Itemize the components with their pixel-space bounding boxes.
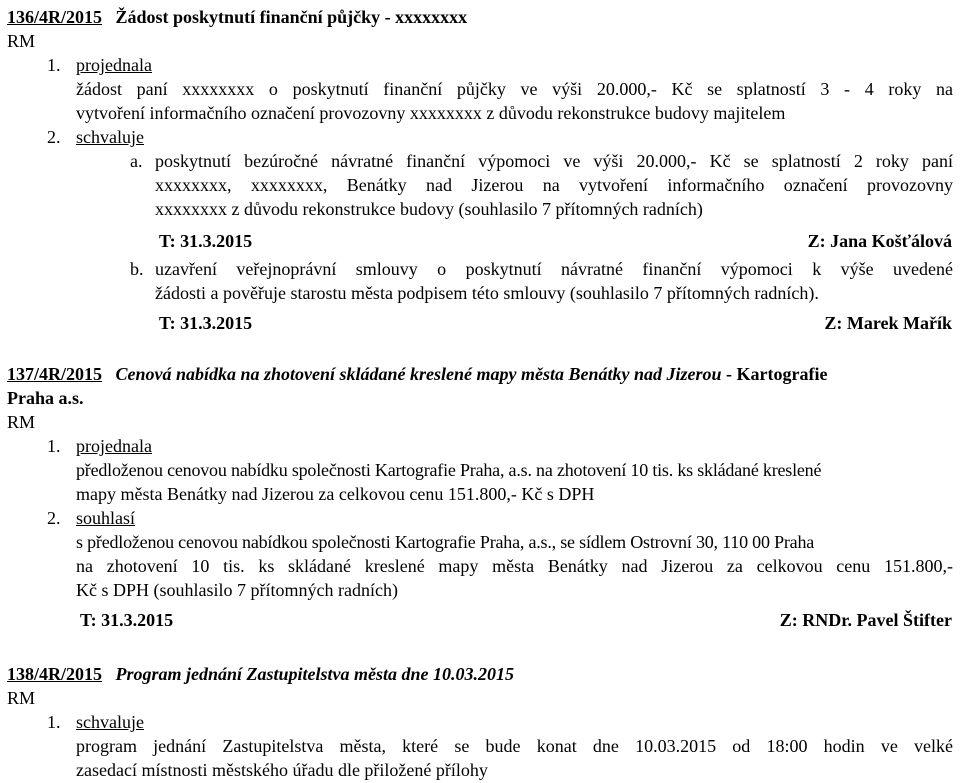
resolution-137-point-2-header: 2. souhlasí [47,508,136,528]
resolution-136-sub-b-term: T: 31.3.2015 [159,313,253,333]
resolution-137-title: Cenová nabídka na zhotovení skládané kreslené mapy města Benátky nad Jizerou [115,364,722,384]
resolution-137-point-2-line-3: Kč s DPH (souhlasilo 7 přítomných radních) [76,580,398,600]
resolution-138-heading [7,662,514,686]
resolution-136-title: Žádost poskytnutí finanční půjčky - xxxxxxxx [115,7,468,27]
resolution-136-body-rm: RM [7,31,36,51]
resolution-136-point-1-verb: projednala [76,55,152,75]
resolution-136-sub-a-line-3: xxxxxxxx z důvodu rekonstrukce budovy (souhlasilo 7 přítomných radních) [155,199,703,219]
resolution-137-title-suffix: - Kartografie [721,364,828,384]
resolution-136-point-1-header: 1. projednala [47,55,152,75]
resolution-136-sub-a-responsible: Z: Jana Košťálová [807,231,952,251]
resolution-138-point-1-line-1: program jednání Zastupitelstva města, které se bude konat dne 10.03.2015 od 18:00 hodin ve velké [76,736,953,756]
resolution-137-point-1-line-2: mapy města Benátky nad Jizerou za celkovou cenu 151.800,- Kč s DPH [76,484,595,504]
resolution-136-sub-b-letter: b. [130,259,144,279]
resolution-137-term: T: 31.3.2015 [80,610,174,630]
resolution-137-heading [7,362,828,386]
resolution-136-sub-a-line-2: xxxxxxxx, xxxxxxxx, Benátky nad Jizerou na vytvoření informačního označení provozovny [155,175,953,195]
resolution-138-number: 138/4R/2015 [7,664,103,684]
resolution-137-point-1-line-1: předloženou cenovou nabídku společnosti Kartografie Praha, a.s. na zhotovení 10 tis. ks skládané kreslené [76,460,822,480]
resolution-138-point-1-line-2: zasedací místnosti městského úřadu dle přiložené přílohy [76,760,488,780]
resolution-136-heading [7,5,467,29]
resolution-138-title: Program jednání Zastupitelstva města dne 10.03.2015 [115,664,515,684]
resolution-136-sub-b-line-2: žádosti a pověřuje starostu města podpisem této smlouvy (souhlasilo 7 přítomných radních). [155,283,819,303]
resolution-136-sub-a-line-1: poskytnutí bezúročné návratné finanční výpomoci ve výši 20.000,- Kč se splatností 2 roky paní [155,151,953,171]
resolution-136-point-2-verb: schvaluje [76,127,144,147]
resolution-137-point-2-line-2: na zhotovení 10 tis. ks skládané kreslené mapy města Benátky nad Jizerou za celkovou cenu 151.800,- [76,556,953,576]
resolution-136-sub-b-responsible: Z: Marek Mařík [824,313,952,333]
resolution-138-point-1-header: 1. schvaluje [47,712,144,732]
resolution-138-point-1-verb: schvaluje [76,712,144,732]
resolution-136-point-2-header: 2. schvaluje [47,127,144,147]
resolution-137-point-2-verb: souhlasí [76,508,136,528]
resolution-137-title-line-2: Praha a.s. [7,388,84,408]
resolution-137-point-2-line-1: s předloženou cenovou nabídkou společnosti Kartografie Praha, a.s., se sídlem Ostrovní 30, 110 00 Praha [76,532,815,552]
resolution-138-body-rm: RM [7,688,36,708]
resolution-136-point-1-line-1: žádost paní xxxxxxxx o poskytnutí finanční půjčky ve výši 20.000,- Kč se splatností 3 - 4 roky na [76,79,953,99]
resolution-136-number: 136/4R/2015 [7,7,103,27]
resolution-136-point-1-line-2: vytvoření informačního označení provozovny xxxxxxxx z důvodu rekonstrukce budovy majitelem [76,103,786,123]
resolution-136-sub-a-term: T: 31.3.2015 [159,231,253,251]
resolution-137-number: 137/4R/2015 [7,364,103,384]
resolution-136-sub-b-line-1: uzavření veřejnoprávní smlouvy o poskytnutí návratné finanční výpomoci k výše uvedené [155,259,953,279]
resolution-136-sub-a-letter: a. [130,151,143,171]
resolution-137-responsible: Z: RNDr. Pavel Štifter [779,610,952,630]
resolution-137-point-1-verb: projednala [76,436,152,456]
resolution-137-body-rm: RM [7,412,36,432]
resolution-137-point-1-header: 1. projednala [47,436,152,456]
